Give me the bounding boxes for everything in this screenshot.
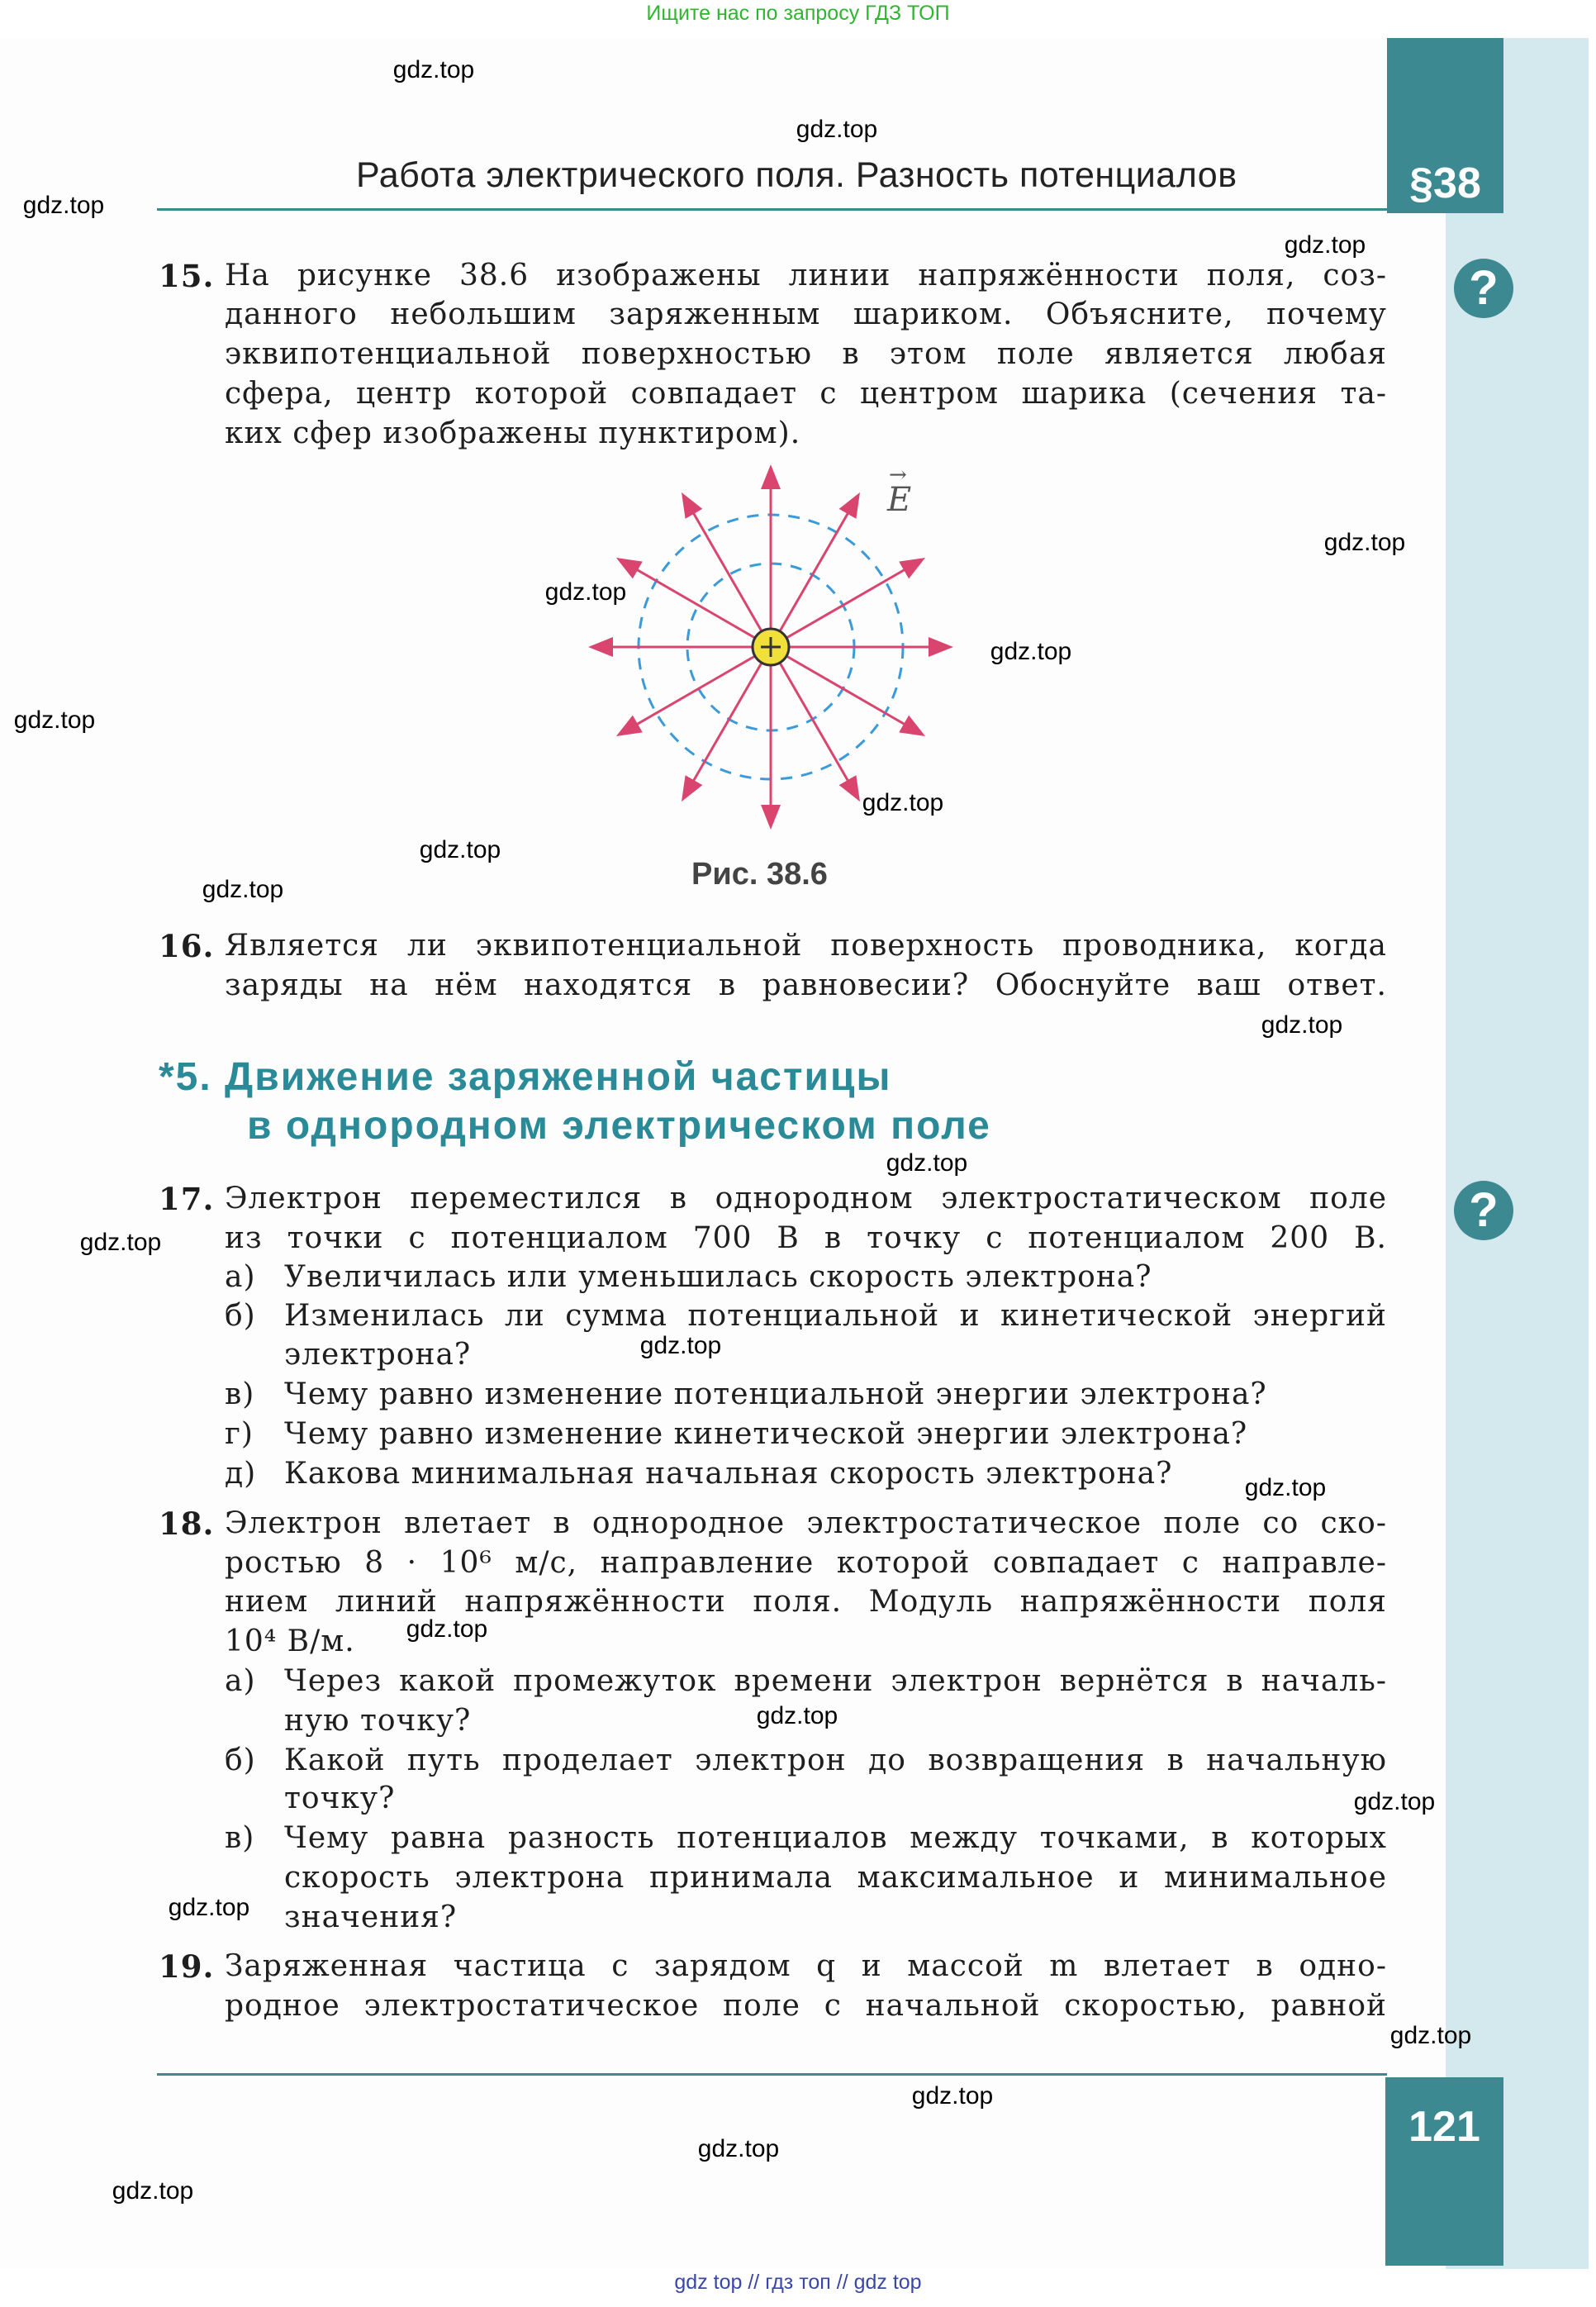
section-number: §38: [1409, 159, 1481, 207]
item-label: б): [225, 1299, 256, 1333]
problem-number: 15.: [159, 258, 215, 294]
item-label: в): [225, 1377, 255, 1411]
watermark: gdz.top: [112, 2177, 194, 2205]
watermark: gdz.top: [796, 116, 878, 143]
watermark: gdz.top: [544, 578, 627, 606]
text-line: На рисунке 38.6 изображены линии напряжённости поля, соз-: [225, 259, 1387, 293]
watermark: gdz.top: [639, 1332, 722, 1359]
text-line: ких сфер изображены пунктиром).: [225, 416, 801, 450]
page-number-box: [1385, 2077, 1503, 2266]
watermark: gdz.top: [392, 56, 475, 83]
item-label: а): [225, 1664, 256, 1698]
text-line: родное электростатическое поле с начальной скоростью, равной: [225, 1989, 1387, 2023]
watermark: gdz.top: [79, 1229, 162, 1256]
page-title: Работа электрического поля. Разность потенциалов: [356, 155, 1237, 195]
watermark: gdz.top: [911, 2082, 994, 2110]
question-icon: ?: [1454, 259, 1513, 318]
text-line: заряды на нём находятся в равновесии? Обоснуйте ваш ответ.: [225, 968, 1387, 1002]
field-line-arrow: [684, 497, 771, 647]
watermark: gdz.top: [862, 789, 944, 816]
page-number: 121: [1408, 2103, 1480, 2151]
text-line: из точки с потенциалом 700 В в точку с потенциалом 200 В.: [225, 1221, 1387, 1255]
question-icon: ?: [1454, 1181, 1513, 1240]
watermark: gdz.top: [168, 1894, 250, 1921]
text-line: Электрон влетает в однородное электростатическое поле со ско-: [225, 1506, 1387, 1540]
text-line: Изменилась ли сумма потенциальной и кинетической энергий: [284, 1299, 1387, 1333]
text-line: Через какой промежуток времени электрон вернётся в началь-: [284, 1664, 1387, 1698]
text-line: Увеличилась или уменьшилась скорость электрона?: [284, 1260, 1152, 1294]
footer-divider: [157, 2073, 1387, 2076]
text-line: Является ли эквипотенциальной поверхность проводника, когда: [225, 929, 1387, 963]
text-line: точку?: [284, 1781, 396, 1815]
watermark: gdz.top: [756, 1702, 838, 1729]
text-line: Какова минимальная начальная скорость электрона?: [284, 1457, 1173, 1491]
watermark: gdz.top: [419, 836, 501, 863]
search-hint: Ищите нас по запросу ГДЗ ТОП: [646, 2, 950, 25]
problem-number: 17.: [159, 1181, 215, 1217]
text-line: Электрон переместился в однородном электростатическом поле: [225, 1182, 1387, 1215]
watermark: gdz.top: [1261, 1011, 1343, 1039]
text-line: электрона?: [284, 1338, 472, 1372]
text-line: Заряженная частица с зарядом q и массой m влетает в одно-: [225, 1949, 1387, 1983]
item-label: в): [225, 1821, 255, 1855]
field-line-arrow: [771, 647, 857, 797]
side-strip: [1446, 38, 1589, 2269]
section-heading: *5. Движение заряженной частицы: [159, 1055, 892, 1099]
watermark: gdz.top: [1284, 231, 1366, 259]
text-line: ростью 8 · 10⁶ м/с, направление которой совпадает с направле-: [225, 1546, 1387, 1580]
item-label: а): [225, 1260, 256, 1294]
field-line-arrow: [771, 560, 921, 647]
vector-e-label: → E: [887, 463, 912, 519]
text-line: сфера, центр которой совпадает с центром шарика (сечения та-: [225, 377, 1387, 411]
text-line: Чему равно изменение кинетической энергии электрона?: [284, 1417, 1248, 1451]
figure-caption: Рис. 38.6: [691, 857, 828, 892]
header-divider: [157, 208, 1387, 211]
problem-number: 18.: [159, 1505, 215, 1542]
watermark: gdz.top: [13, 706, 96, 734]
watermark: gdz.top: [406, 1615, 488, 1643]
text-line: значения?: [284, 1900, 458, 1934]
section-heading: в однородном электрическом поле: [247, 1104, 991, 1148]
watermark: gdz.top: [1353, 1788, 1436, 1815]
footer-note: gdz top // гдз топ // gdz top: [674, 2271, 922, 2294]
text-line: данного небольшим заряженным шариком. Объясните, почему: [225, 297, 1387, 331]
watermark: gdz.top: [697, 2135, 780, 2162]
text-line: эквипотенциальной поверхностью в этом поле является любая: [225, 337, 1387, 371]
watermark: gdz.top: [886, 1149, 968, 1177]
item-label: б): [225, 1743, 256, 1777]
text-line: ную точку?: [284, 1704, 472, 1738]
item-label: д): [225, 1457, 257, 1491]
field-lines-figure: [564, 457, 977, 837]
text-line: Какой путь проделает электрон до возвращения в начальную: [284, 1743, 1387, 1777]
watermark: gdz.top: [202, 876, 284, 903]
problem-number: 19.: [159, 1948, 215, 1985]
problem-number: 16.: [159, 928, 215, 964]
item-label: г): [225, 1417, 254, 1451]
text-line: 10⁴ В/м.: [225, 1624, 355, 1658]
field-line-arrow: [620, 647, 771, 734]
field-line-arrow: [620, 560, 771, 647]
text-line: Чему равно изменение потенциальной энергии электрона?: [284, 1377, 1267, 1411]
text-line: Чему равна разность потенциалов между точками, в которых: [284, 1821, 1387, 1855]
section-tab: [1387, 38, 1503, 213]
watermark: gdz.top: [22, 192, 105, 219]
text-line: нием линий напряжённости поля. Модуль напряжённости поля: [225, 1585, 1387, 1619]
text-line: скорость электрона принимала максимальное и минимальное: [284, 1861, 1387, 1895]
field-line-arrow: [684, 647, 771, 797]
field-line-arrow: [771, 497, 857, 647]
watermark: gdz.top: [1389, 2022, 1472, 2049]
watermark: gdz.top: [1244, 1474, 1327, 1501]
watermark: gdz.top: [990, 638, 1072, 665]
field-line-arrow: [771, 647, 921, 734]
watermark: gdz.top: [1323, 529, 1406, 556]
